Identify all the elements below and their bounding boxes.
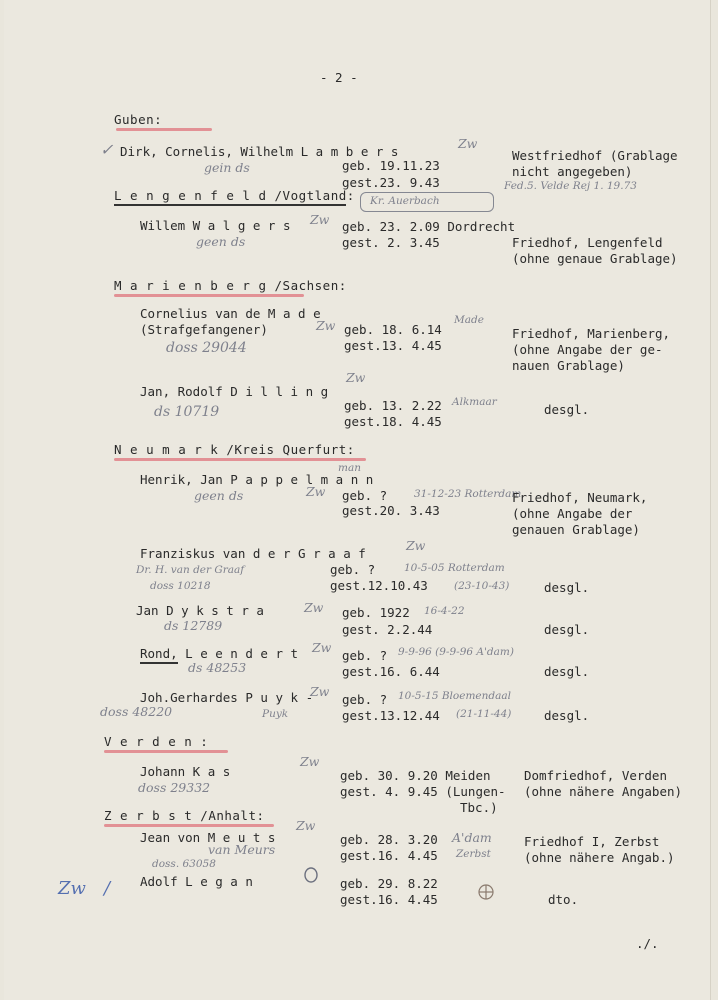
entry-name: Jan, Rodolf D i l l i n g <box>140 384 329 399</box>
handwritten-tag: Zw <box>346 370 366 385</box>
handwritten-side-note: 10-5-05 Rotterdam <box>404 562 505 574</box>
burial-place: nicht angegeben) <box>512 164 633 179</box>
entry-name: Franziskus van d e r G r a a f <box>140 546 366 561</box>
handwritten-side-note: Made <box>454 314 484 326</box>
death-date: gest. 2. 3.45 <box>342 235 440 250</box>
burial-place: desgl. <box>544 708 590 723</box>
handwritten-id: ds 12789 <box>164 618 223 633</box>
red-underline <box>114 458 366 461</box>
handwritten-extra: Puyk <box>262 708 289 720</box>
section-header-marienberg: M a r i e n b e r g /Sachsen: <box>114 278 347 293</box>
section-header-neumark: N e u m a r k /Kreis Querfurt: <box>114 442 355 457</box>
handwritten-tag: Zw <box>300 754 320 769</box>
handwritten-id: geen ds <box>194 488 244 503</box>
handwritten-side-note: (21-11-44) <box>456 708 512 720</box>
burial-place: desgl. <box>544 664 590 679</box>
burial-place: Friedhof, Neumark, <box>512 490 648 505</box>
birth-date: geb. 28. 3.20 <box>340 832 438 847</box>
handwritten-side-note: 10-5-15 Bloemendaal <box>398 690 511 702</box>
burial-place: (ohne Angabe der ge- <box>512 342 663 357</box>
handwritten-tag: Zw <box>316 318 336 333</box>
document-page <box>4 0 711 1000</box>
handwritten-tag: Zw <box>406 538 426 553</box>
death-date: gest.16. 6.44 <box>342 664 440 679</box>
burial-place: dto. <box>548 892 579 907</box>
red-underline <box>114 294 304 297</box>
entry-name: Joh.Gerhardes P u y k - <box>140 690 314 705</box>
death-date: gest.16. 4.45 <box>340 892 438 907</box>
burial-place: nauen Grablage) <box>512 358 625 373</box>
death-date: gest.12.10.43 <box>330 578 428 593</box>
page-number: - 2 - <box>320 70 358 85</box>
handwritten-side-note: (23-10-43) <box>454 580 510 592</box>
handwritten-id: ds 10719 <box>154 404 220 420</box>
death-date: gest.13. 4.45 <box>344 338 442 353</box>
death-date: gest.20. 3.43 <box>342 503 440 518</box>
handwritten-id: gein ds <box>204 160 250 175</box>
birth-date: geb. 19.11.23 <box>342 158 440 173</box>
handwritten-side-note: Fed.5. Velde Rej 1. 19.73 <box>504 180 637 192</box>
handwritten-id: van Meurs <box>208 842 276 857</box>
entry-name: Johann K a s <box>140 764 231 779</box>
birth-date: geb. 18. 6.14 <box>344 322 442 337</box>
handwritten-id: ds 48253 <box>188 660 247 675</box>
handwritten-id: doss 10218 <box>150 580 211 592</box>
handwritten-id: doss 29044 <box>166 340 247 356</box>
death-date: gest.13.12.44 <box>342 708 440 723</box>
entry-name: Jean von M e u t s <box>140 830 276 845</box>
handwritten-extra: man <box>338 462 361 474</box>
death-date: gest.18. 4.45 <box>344 414 442 429</box>
burial-place: (ohne Angabe der <box>512 506 633 521</box>
entry-name: Henrik, Jan P a p p e l m a n n <box>140 472 374 487</box>
handwritten-id: geen ds <box>196 234 246 249</box>
check-mark: ✓ <box>100 140 114 159</box>
handwritten-side-note: 31-12-23 Rotterdam <box>414 488 522 500</box>
entry-name: Jan D y k s t r a <box>136 603 264 618</box>
section-header-verden: V e r d e n : <box>104 734 209 749</box>
birth-date: geb. 1922 <box>342 605 410 620</box>
handwritten-side-note: 16-4-22 <box>424 605 465 617</box>
handwritten-box-note: Kr. Auerbach <box>370 195 440 207</box>
birth-date: geb. ? <box>330 562 376 577</box>
handwritten-id: Dr. H. van der Graaf <box>136 564 245 576</box>
handwritten-tag: Zw <box>310 212 330 227</box>
burial-place: desgl. <box>544 580 590 595</box>
birth-date: geb. ? <box>342 488 388 503</box>
underline <box>140 662 178 664</box>
entry-name: Adolf L e g a n <box>140 874 253 889</box>
burial-place: genauen Grablage) <box>512 522 640 537</box>
death-date: gest.23. 9.43 <box>342 175 440 190</box>
handwritten-id: doss. 63058 <box>152 858 216 870</box>
handwritten-side-note: Zerbst <box>456 848 491 860</box>
death-date: gest. 4. 9.45 (Lungen- <box>340 784 506 799</box>
burial-place: (ohne nähere Angab.) <box>524 850 675 865</box>
handwritten-tag: Zw <box>296 818 316 833</box>
burial-place: desgl. <box>544 402 590 417</box>
birth-date: geb. 30. 9.20 Meiden <box>340 768 491 783</box>
entry-name: Dirk, Cornelis, Wilhelm L a m b e r s <box>120 144 399 159</box>
handwritten-side-note: Alkmaar <box>452 396 497 408</box>
red-underline <box>116 128 212 131</box>
cross-circle-icon <box>476 882 496 902</box>
circle-mark-icon <box>302 866 320 884</box>
birth-date: geb. 13. 2.22 <box>344 398 442 413</box>
burial-place: Westfriedhof (Grablage <box>512 148 678 163</box>
section-header-guben: Guben: <box>114 112 163 127</box>
handwritten-margin-note: Zw <box>58 878 86 899</box>
death-date: gest.16. 4.45 <box>340 848 438 863</box>
death-cause: Tbc.) <box>460 800 498 815</box>
handwritten-id: doss 48220 <box>100 704 173 719</box>
entry-name: Cornelius van de M a d e <box>140 306 321 321</box>
red-underline <box>104 824 274 827</box>
handwritten-tag: Zw <box>312 640 332 655</box>
birth-date: geb. ? <box>342 692 388 707</box>
entry-name: Willem W a l g e r s <box>140 218 291 233</box>
burial-place: Friedhof, Marienberg, <box>512 326 671 341</box>
handwritten-tag: Zw <box>310 684 330 699</box>
handwritten-tag: Zw <box>458 136 478 151</box>
birth-date: geb. 23. 2.09 Dordrecht <box>342 219 516 234</box>
birth-date: geb. 29. 8.22 <box>340 876 438 891</box>
page-continuation-mark: ./. <box>636 936 659 951</box>
burial-place: Domfriedhof, Verden <box>524 768 667 783</box>
burial-place: (ohne nähere Angaben) <box>524 784 683 799</box>
burial-place: Friedhof, Lengenfeld <box>512 235 663 250</box>
red-underline <box>104 750 228 753</box>
entry-name-detail: (Strafgefangener) <box>140 322 268 337</box>
handwritten-tag: Zw <box>306 484 326 499</box>
handwritten-side-note: A'dam <box>452 830 492 845</box>
death-date: gest. 2.2.44 <box>342 622 433 637</box>
handwritten-margin-mark: / <box>104 878 111 899</box>
handwritten-id: doss 29332 <box>138 780 211 795</box>
handwritten-side-note: 9-9-96 (9-9-96 A'dam) <box>398 646 514 658</box>
section-header-lengenfeld: L e n g e n f e l d /Vogtland: <box>114 188 355 203</box>
underline <box>114 204 346 206</box>
handwritten-tag: Zw <box>304 600 324 615</box>
burial-place: (ohne genaue Grablage) <box>512 251 678 266</box>
burial-place: desgl. <box>544 622 590 637</box>
burial-place: Friedhof I, Zerbst <box>524 834 660 849</box>
entry-name: Rond, L e e n d e r t <box>140 646 299 661</box>
birth-date: geb. ? <box>342 648 388 663</box>
section-header-zerbst: Z e r b s t /Anhalt: <box>104 808 265 823</box>
